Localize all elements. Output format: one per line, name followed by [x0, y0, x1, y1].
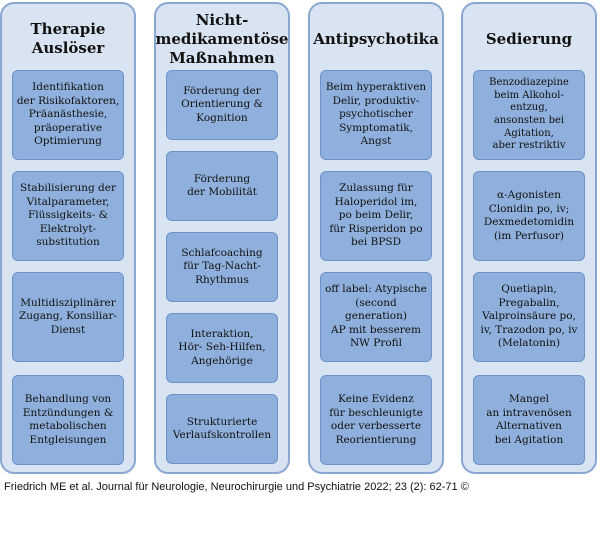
box-off-label: off label: Atypische (second generation) AP mit besserem NW Profil	[320, 272, 432, 362]
box-orientierung: Förderung der Orientierung & Kognition	[166, 70, 278, 140]
box-verlaufskontrollen: Strukturierte Verlaufskontrollen	[166, 394, 278, 464]
column-therapie-ausloeser	[0, 2, 136, 474]
column-title: Antipsychotika	[313, 29, 439, 48]
column-title: Nicht- medikamentöse Maßnahmen	[155, 10, 289, 67]
citation-caption: Friedrich ME et al. Journal für Neurologie, Neurochirurgie und Psychiatrie 2022; 23 (2): 62-71 ©	[4, 481, 469, 493]
column-nicht-medikamentoese-massnahmen	[154, 2, 290, 474]
box-benzodiazepine: Benzodiazepine beim Alkohol- entzug, ansonsten bei Agitation, aber restriktiv	[473, 70, 585, 160]
column-sedierung	[461, 2, 597, 474]
box-alpha-agonisten: α-Agonisten Clonidin po, iv; Dexmedetomidin (im Perfusor)	[473, 171, 585, 261]
column-title: Sedierung	[485, 29, 573, 48]
box-quetiapin: Quetiapin, Pregabalin, Valproinsäure po, iv, Trazodon po, iv (Melatonin)	[473, 272, 585, 362]
box-mobilitaet: Förderung der Mobilität	[166, 151, 278, 221]
box-stabilisierung: Stabilisierung der Vitalparameter, Flüssigkeits- & Elektrolyt- substitution	[12, 171, 124, 261]
box-mangel: Mangel an intravenösen Alternativen bei Agitation	[473, 375, 585, 465]
box-schlafcoaching: Schlafcoaching für Tag-Nacht- Rhythmus	[166, 232, 278, 302]
column-antipsychotika	[308, 2, 444, 474]
box-risikofaktoren: Identifikation der Risikofaktoren, Präanästhesie, präoperative Optimierung	[12, 70, 124, 160]
column-title: Therapie Auslöser	[30, 20, 106, 57]
box-keine-evidenz: Keine Evidenz für beschleunigte oder verbesserte Reorientierung	[320, 375, 432, 465]
box-multidisziplinaer: Multidisziplinärer Zugang, Konsiliar- Dienst	[12, 272, 124, 362]
box-entzuendungen: Behandlung von Entzündungen & metabolischen Entgleisungen	[12, 375, 124, 465]
box-hyperaktives-delir: Beim hyperaktiven Delir, produktiv- psychotischer Symptomatik, Angst	[320, 70, 432, 160]
box-interaktion: Interaktion, Hör- Seh-Hilfen, Angehörige	[166, 313, 278, 383]
box-zulassung: Zulassung für Haloperidol im, po beim Delir, für Risperidon po bei BPSD	[320, 171, 432, 261]
